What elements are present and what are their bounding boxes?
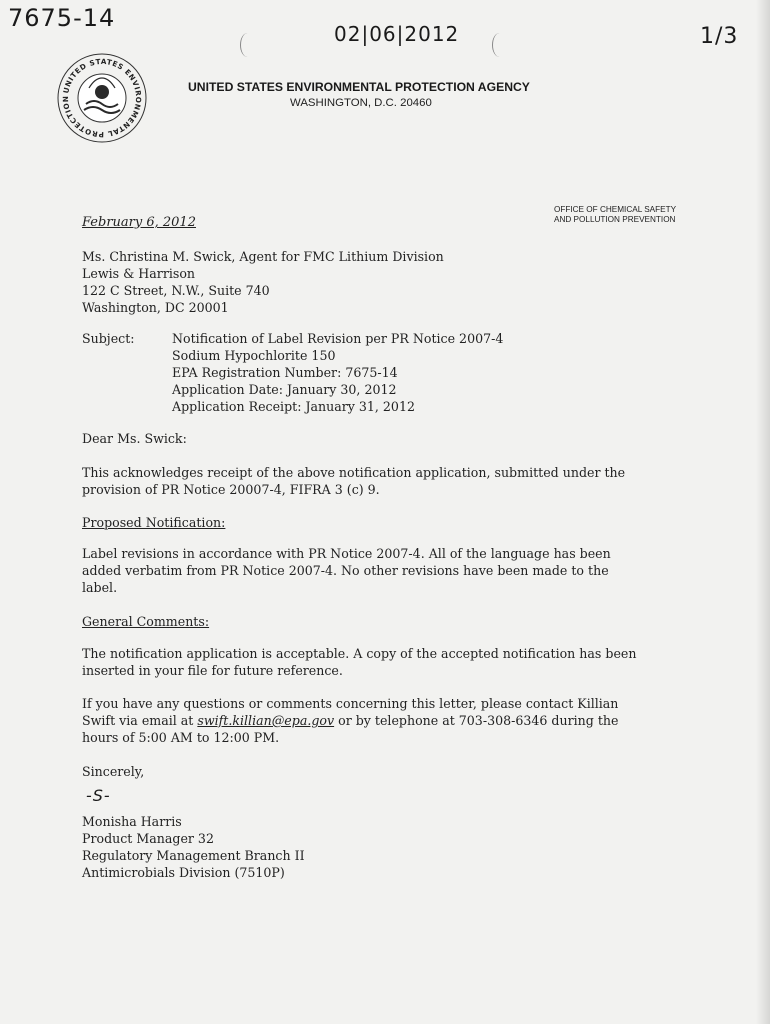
subject-line: Application Date: January 30, 2012	[172, 382, 397, 397]
epa-seal	[56, 52, 148, 144]
signature: -S-	[86, 786, 111, 805]
date-stamp-right-paren	[492, 33, 507, 57]
letter-date: February 6, 2012	[82, 215, 196, 230]
office-line-1: OFFICE OF CHEMICAL SAFETY	[554, 205, 677, 214]
subject-line: Sodium Hypochlorite 150	[172, 348, 336, 363]
intro-line: provision of PR Notice 20007-4, FIFRA 3 (c) 9.	[82, 482, 380, 497]
recipient-line: Lewis & Harrison	[82, 266, 196, 281]
subject-block	[172, 330, 503, 415]
contact-paragraph	[82, 695, 618, 746]
subject-line: Notification of Label Revision per PR Notice 2007-4	[172, 331, 504, 346]
general-paragraph	[82, 645, 636, 679]
date-stamp-left-paren	[240, 33, 255, 57]
svg-text:UNITED STATES ENVIRONMENTAL PR: UNITED STATES ENVIRONMENTAL PROTECTION	[60, 56, 144, 140]
scan-edge-shadow	[756, 0, 770, 1024]
intro-paragraph	[82, 464, 625, 498]
agency-name: UNITED STATES ENVIRONMENTAL PROTECTION AGENCY	[188, 80, 530, 94]
contact-line-3: hours of 5:00 AM to 12:00 PM.	[82, 730, 280, 745]
office-block	[554, 205, 676, 225]
signer-name: Monisha Harris	[82, 814, 182, 829]
recipient-line: Ms. Christina M. Swick, Agent for FMC Lithium Division	[82, 249, 444, 264]
handwritten-stamp-date: 02|06|2012	[334, 22, 460, 46]
salutation: Dear Ms. Swick:	[82, 431, 187, 446]
proposed-line: added verbatim from PR Notice 2007-4. No other revisions have been made to the	[82, 563, 609, 578]
contact-line-1: If you have any questions or comments concerning this letter, please contact Killian	[82, 696, 619, 711]
signer-branch: Regulatory Management Branch II	[82, 848, 305, 863]
office-line-2: AND POLLUTION PREVENTION	[554, 215, 676, 224]
agency-location: WASHINGTON, D.C. 20460	[290, 97, 432, 109]
contact-line-2	[82, 712, 618, 729]
signer-title: Product Manager 32	[82, 831, 214, 846]
general-line: inserted in your file for future reference.	[82, 663, 343, 678]
subject-line: EPA Registration Number: 7675-14	[172, 365, 398, 380]
intro-line: This acknowledges receipt of the above notification application, submitted under the	[82, 465, 626, 480]
proposed-heading: Proposed Notification:	[82, 515, 226, 530]
epa-seal-icon	[56, 52, 148, 144]
recipient-address	[82, 248, 444, 316]
handwritten-file-number: 7675-14	[8, 4, 116, 32]
subject-label: Subject:	[82, 331, 135, 346]
proposed-line: label.	[82, 580, 118, 595]
signer-division: Antimicrobials Division (7510P)	[82, 865, 285, 880]
contact-suffix: or by telephone at 703-308-6346 during the	[334, 713, 619, 728]
handwritten-page-marker: 1/3	[700, 24, 739, 49]
contact-prefix: Swift via email at	[82, 713, 198, 728]
proposed-line: Label revisions in accordance with PR Notice 2007-4. All of the language has been	[82, 546, 611, 561]
signer-block	[82, 813, 305, 881]
general-line: The notification application is acceptable. A copy of the accepted notification has been	[82, 646, 637, 661]
recipient-line: 122 C Street, N.W., Suite 740	[82, 283, 270, 298]
proposed-paragraph	[82, 545, 611, 596]
subject-line: Application Receipt: January 31, 2012	[172, 399, 415, 414]
general-heading: General Comments:	[82, 614, 210, 629]
contact-email-link[interactable]: swift.killian@epa.gov	[197, 713, 335, 728]
recipient-line: Washington, DC 20001	[82, 300, 229, 315]
closing: Sincerely,	[82, 764, 145, 779]
